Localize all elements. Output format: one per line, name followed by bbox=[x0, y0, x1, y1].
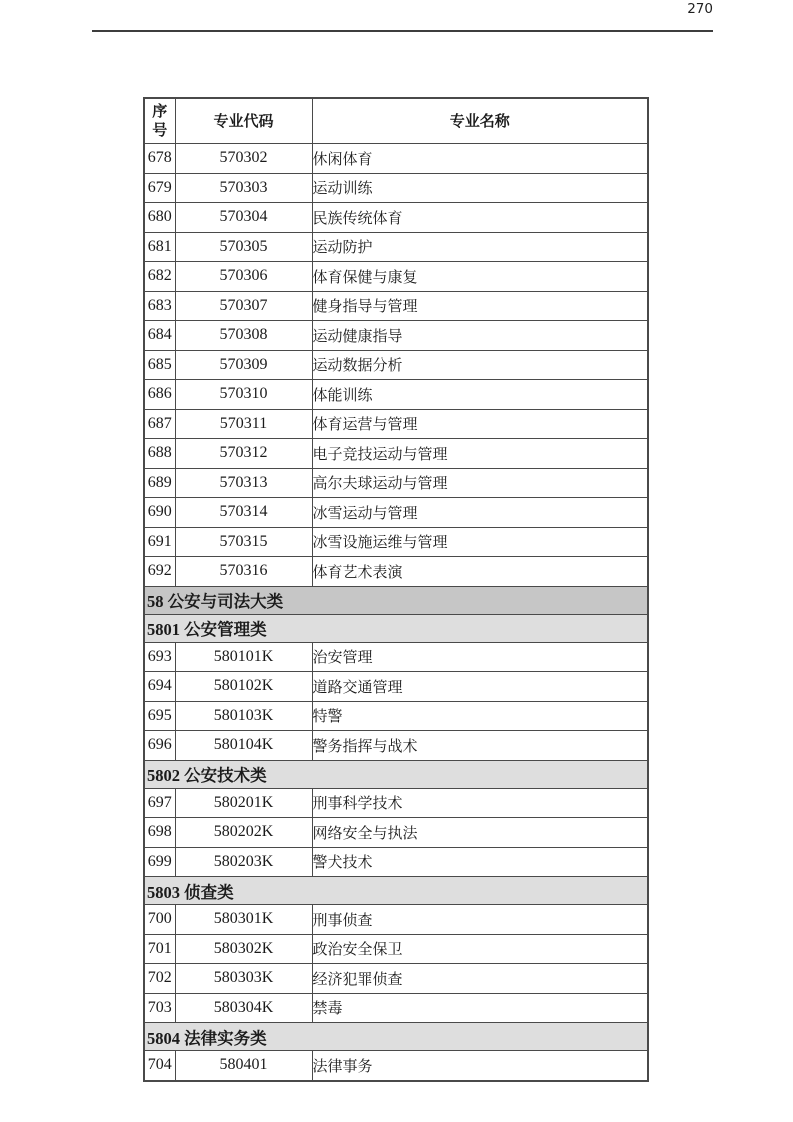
row-major-name: 体能训练 bbox=[312, 380, 648, 410]
row-major-name: 禁毒 bbox=[312, 993, 648, 1023]
row-major-name: 冰雪运动与管理 bbox=[312, 498, 648, 528]
row-major-code: 570313 bbox=[175, 468, 312, 498]
row-major-name: 电子竞技运动与管理 bbox=[312, 439, 648, 469]
row-major-code: 570312 bbox=[175, 439, 312, 469]
row-major-code: 580304K bbox=[175, 993, 312, 1023]
row-major-code: 580303K bbox=[175, 964, 312, 994]
table-row bbox=[144, 144, 648, 174]
section-label: 58 公安与司法大类 bbox=[144, 586, 648, 614]
row-major-name: 运动数据分析 bbox=[312, 350, 648, 380]
row-major-code: 580101K bbox=[175, 642, 312, 672]
row-major-code: 570307 bbox=[175, 291, 312, 321]
table-row bbox=[144, 964, 648, 994]
row-major-name: 政治安全保卫 bbox=[312, 934, 648, 964]
row-major-name: 治安管理 bbox=[312, 642, 648, 672]
row-serial-number: 680 bbox=[144, 203, 175, 233]
section-row bbox=[144, 614, 648, 642]
row-serial-number: 684 bbox=[144, 321, 175, 351]
row-major-code: 570311 bbox=[175, 409, 312, 439]
section-label: 5802 公安技术类 bbox=[144, 760, 648, 788]
table-row bbox=[144, 527, 648, 557]
row-serial-number: 690 bbox=[144, 498, 175, 528]
row-serial-number: 679 bbox=[144, 173, 175, 203]
table-row bbox=[144, 468, 648, 498]
row-serial-number: 699 bbox=[144, 847, 175, 877]
row-major-code: 580201K bbox=[175, 788, 312, 818]
row-major-name: 民族传统体育 bbox=[312, 203, 648, 233]
table-row bbox=[144, 439, 648, 469]
row-major-name: 特警 bbox=[312, 701, 648, 731]
row-major-name: 体育运营与管理 bbox=[312, 409, 648, 439]
section-row bbox=[144, 877, 648, 905]
row-serial-number: 683 bbox=[144, 291, 175, 321]
table-row bbox=[144, 847, 648, 877]
row-major-name: 警务指挥与战术 bbox=[312, 731, 648, 761]
table-row bbox=[144, 380, 648, 410]
row-major-code: 580103K bbox=[175, 701, 312, 731]
row-major-code: 580401 bbox=[175, 1051, 312, 1081]
table-row bbox=[144, 350, 648, 380]
row-major-name: 运动健康指导 bbox=[312, 321, 648, 351]
row-major-name: 运动训练 bbox=[312, 173, 648, 203]
row-major-name: 运动防护 bbox=[312, 232, 648, 262]
table-row bbox=[144, 672, 648, 702]
row-major-code: 570314 bbox=[175, 498, 312, 528]
header-rule bbox=[92, 30, 713, 32]
row-serial-number: 695 bbox=[144, 701, 175, 731]
row-serial-number: 700 bbox=[144, 905, 175, 935]
header-serial-number: 序号 bbox=[144, 98, 175, 144]
row-major-code: 570306 bbox=[175, 262, 312, 292]
row-serial-number: 704 bbox=[144, 1051, 175, 1081]
row-major-name: 高尔夫球运动与管理 bbox=[312, 468, 648, 498]
section-row bbox=[144, 1023, 648, 1051]
row-major-name: 体育艺术表演 bbox=[312, 557, 648, 587]
row-major-name: 体育保健与康复 bbox=[312, 262, 648, 292]
row-major-name: 休闲体育 bbox=[312, 144, 648, 174]
row-serial-number: 678 bbox=[144, 144, 175, 174]
row-serial-number: 691 bbox=[144, 527, 175, 557]
table-row bbox=[144, 701, 648, 731]
row-major-name: 网络安全与执法 bbox=[312, 818, 648, 848]
row-serial-number: 681 bbox=[144, 232, 175, 262]
row-major-code: 570310 bbox=[175, 380, 312, 410]
row-serial-number: 701 bbox=[144, 934, 175, 964]
row-major-code: 580302K bbox=[175, 934, 312, 964]
row-serial-number: 693 bbox=[144, 642, 175, 672]
row-serial-number: 697 bbox=[144, 788, 175, 818]
table-row bbox=[144, 993, 648, 1023]
table-row bbox=[144, 905, 648, 935]
table-row bbox=[144, 934, 648, 964]
row-major-name: 法律事务 bbox=[312, 1051, 648, 1081]
row-serial-number: 692 bbox=[144, 557, 175, 587]
table-row bbox=[144, 262, 648, 292]
row-serial-number: 703 bbox=[144, 993, 175, 1023]
row-major-code: 580202K bbox=[175, 818, 312, 848]
row-major-name: 刑事侦查 bbox=[312, 905, 648, 935]
row-serial-number: 686 bbox=[144, 380, 175, 410]
row-major-code: 570308 bbox=[175, 321, 312, 351]
majors-table-body bbox=[144, 144, 648, 1081]
row-major-code: 570309 bbox=[175, 350, 312, 380]
row-major-code: 580301K bbox=[175, 905, 312, 935]
section-row bbox=[144, 586, 648, 614]
majors-table bbox=[143, 97, 649, 1082]
row-serial-number: 696 bbox=[144, 731, 175, 761]
row-major-name: 经济犯罪侦查 bbox=[312, 964, 648, 994]
section-row bbox=[144, 760, 648, 788]
table-row bbox=[144, 1051, 648, 1081]
table-header-row bbox=[144, 98, 648, 144]
row-major-code: 580203K bbox=[175, 847, 312, 877]
table-row bbox=[144, 232, 648, 262]
table-row bbox=[144, 173, 648, 203]
row-major-name: 道路交通管理 bbox=[312, 672, 648, 702]
header-major-name: 专业名称 bbox=[312, 98, 648, 144]
section-label: 5804 法律实务类 bbox=[144, 1023, 648, 1051]
row-major-name: 健身指导与管理 bbox=[312, 291, 648, 321]
row-major-code: 580102K bbox=[175, 672, 312, 702]
table-row bbox=[144, 818, 648, 848]
section-label: 5801 公安管理类 bbox=[144, 614, 648, 642]
row-serial-number: 702 bbox=[144, 964, 175, 994]
page-number: 270 bbox=[687, 1, 713, 17]
row-major-code: 570305 bbox=[175, 232, 312, 262]
row-major-code: 580104K bbox=[175, 731, 312, 761]
table-row bbox=[144, 731, 648, 761]
row-major-code: 570316 bbox=[175, 557, 312, 587]
row-serial-number: 689 bbox=[144, 468, 175, 498]
section-label: 5803 侦查类 bbox=[144, 877, 648, 905]
header-major-code: 专业代码 bbox=[175, 98, 312, 144]
row-major-name: 刑事科学技术 bbox=[312, 788, 648, 818]
row-serial-number: 694 bbox=[144, 672, 175, 702]
row-serial-number: 682 bbox=[144, 262, 175, 292]
table-row bbox=[144, 557, 648, 587]
table-row bbox=[144, 498, 648, 528]
row-serial-number: 685 bbox=[144, 350, 175, 380]
row-major-name: 冰雪设施运维与管理 bbox=[312, 527, 648, 557]
table-row bbox=[144, 788, 648, 818]
row-serial-number: 687 bbox=[144, 409, 175, 439]
row-serial-number: 698 bbox=[144, 818, 175, 848]
table-row bbox=[144, 642, 648, 672]
row-major-code: 570302 bbox=[175, 144, 312, 174]
row-major-code: 570304 bbox=[175, 203, 312, 233]
table-row bbox=[144, 409, 648, 439]
row-major-code: 570303 bbox=[175, 173, 312, 203]
row-major-name: 警犬技术 bbox=[312, 847, 648, 877]
row-major-code: 570315 bbox=[175, 527, 312, 557]
table-row bbox=[144, 291, 648, 321]
table-row bbox=[144, 203, 648, 233]
table-row bbox=[144, 321, 648, 351]
row-serial-number: 688 bbox=[144, 439, 175, 469]
